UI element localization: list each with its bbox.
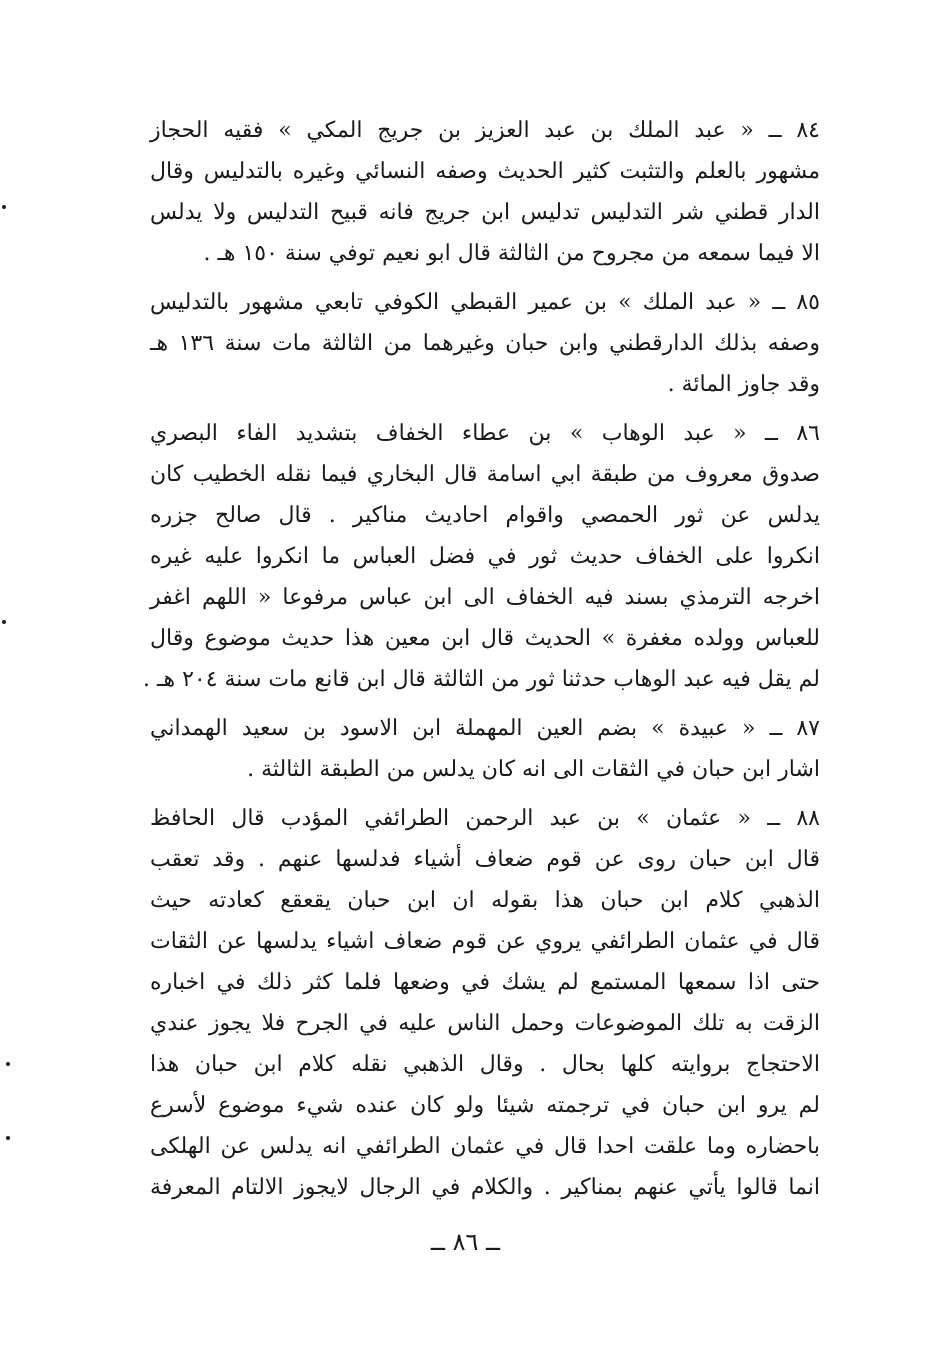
entry-85 (150, 282, 820, 405)
text-line: انكروا على الخفاف حديث ثور في فضل العباس ما انكروا عليه غيره (150, 544, 820, 569)
text-line: صدوق معروف من طبقة ابي اسامة قال البخاري فيما نقله الخطيب كان (150, 462, 820, 487)
text-line: اشار ابن حبان في الثقات الى انه كان يدلس من الطبقة الثالثة . (247, 757, 820, 782)
text-line: ٨٥ ــ « عبد الملك » بن عمير القبطي الكوفي تابعي مشهور بالتدليس (150, 290, 820, 315)
text-line: لم يرو ابن حبان في ترجمته شيئا ولو كان عنده شيء موضوع لأسرع (150, 1093, 820, 1118)
text-body (143, 110, 820, 1208)
entry-88 (150, 798, 820, 1208)
text-line: وصفه بذلك الدارقطني وابن حبان وغيرهما من الثالثة مات سنة ١٣٦ هـ (150, 331, 820, 356)
page-number: ــ ٨٦ ــ (430, 1228, 501, 1256)
scan-speck (6, 1062, 10, 1066)
scan-speck (6, 1136, 10, 1140)
text-line: ٨٧ ــ « عبيدة » بضم العين المهملة ابن الاسود بن سعيد الهمداني (150, 716, 820, 741)
text-line: ٨٨ ــ « عثمان » بن عبد الرحمن الطرائفي المؤدب قال الحافظ (150, 806, 820, 831)
text-line: ٨٦ ــ « عبد الوهاب » بن عطاء الخفاف بتشديد الفاء البصري (150, 421, 820, 446)
text-line: للعباس وولده مغفرة » الحديث قال ابن معين هذا حديث موضوع وقال (150, 626, 820, 651)
entry-84 (150, 110, 820, 274)
entry-87 (150, 708, 820, 790)
text-line: ٨٤ ــ « عبد الملك بن عبد العزيز بن جريج المكي » فقيه الحجاز (150, 118, 820, 143)
text-line: باحضاره وما علقت احدا قال في عثمان الطرائفي انه يدلس عن الهلكى (150, 1134, 820, 1159)
text-line: اخرجه الترمذي بسند فيه الخفاف الى ابن عباس مرفوعا « اللهم اغفر (150, 585, 820, 610)
text-line: حتى اذا سمعها المستمع لم يشك في وضعها فلما كثر ذلك في اخباره (150, 970, 820, 995)
text-line: وقد جاوز المائة . (667, 372, 820, 397)
text-line: مشهور بالعلم والتثبت كثير الحديث وصفه النسائي وغيره بالتدليس وقال (150, 159, 820, 184)
text-line: قال ابن حبان روى عن قوم ضعاف أشياء فدلسها عنهم . وقد تعقب (150, 847, 820, 872)
text-line: الزقت به تلك الموضوعات وحمل الناس عليه في الجرح فلا يجوز عندي (150, 1011, 820, 1036)
text-line: يدلس عن ثور الحمصي واقوام احاديث مناكير . قال صالح جزره (150, 503, 820, 528)
text-line: الاحتجاج بروايته كلها بحال . وقال الذهبي نقله كلام ابن حبان هذا (150, 1052, 820, 1077)
text-line: قال في عثمان الطرائفي يروي عن قوم ضعاف اشياء يدلسها عن الثقات (150, 929, 820, 954)
text-line: الدار قطني شر التدليس تدليس ابن جريج فانه قبيح التدليس ولا يدلس (150, 200, 820, 225)
text-line: لم يقل فيه عبد الوهاب حدثنا ثور من الثالثة قال ابن قانع مات سنة ٢٠٤ هـ . (143, 667, 820, 692)
entry-86 (143, 413, 820, 700)
text-line: الا فيما سمعه من مجروح من الثالثة قال ابو نعيم توفي سنة ١٥٠ هـ . (203, 241, 820, 266)
text-line: الذهبي كلام ابن حبان هذا بقوله ان ابن حبان يقعقع كعادته حيث (150, 888, 820, 913)
scan-speck (2, 205, 6, 209)
scan-speck (2, 620, 6, 624)
text-line: انما قالوا يأتي عنهم بمناكير . والكلام في الرجال لايجوز الالتام المعرفة (150, 1175, 820, 1200)
